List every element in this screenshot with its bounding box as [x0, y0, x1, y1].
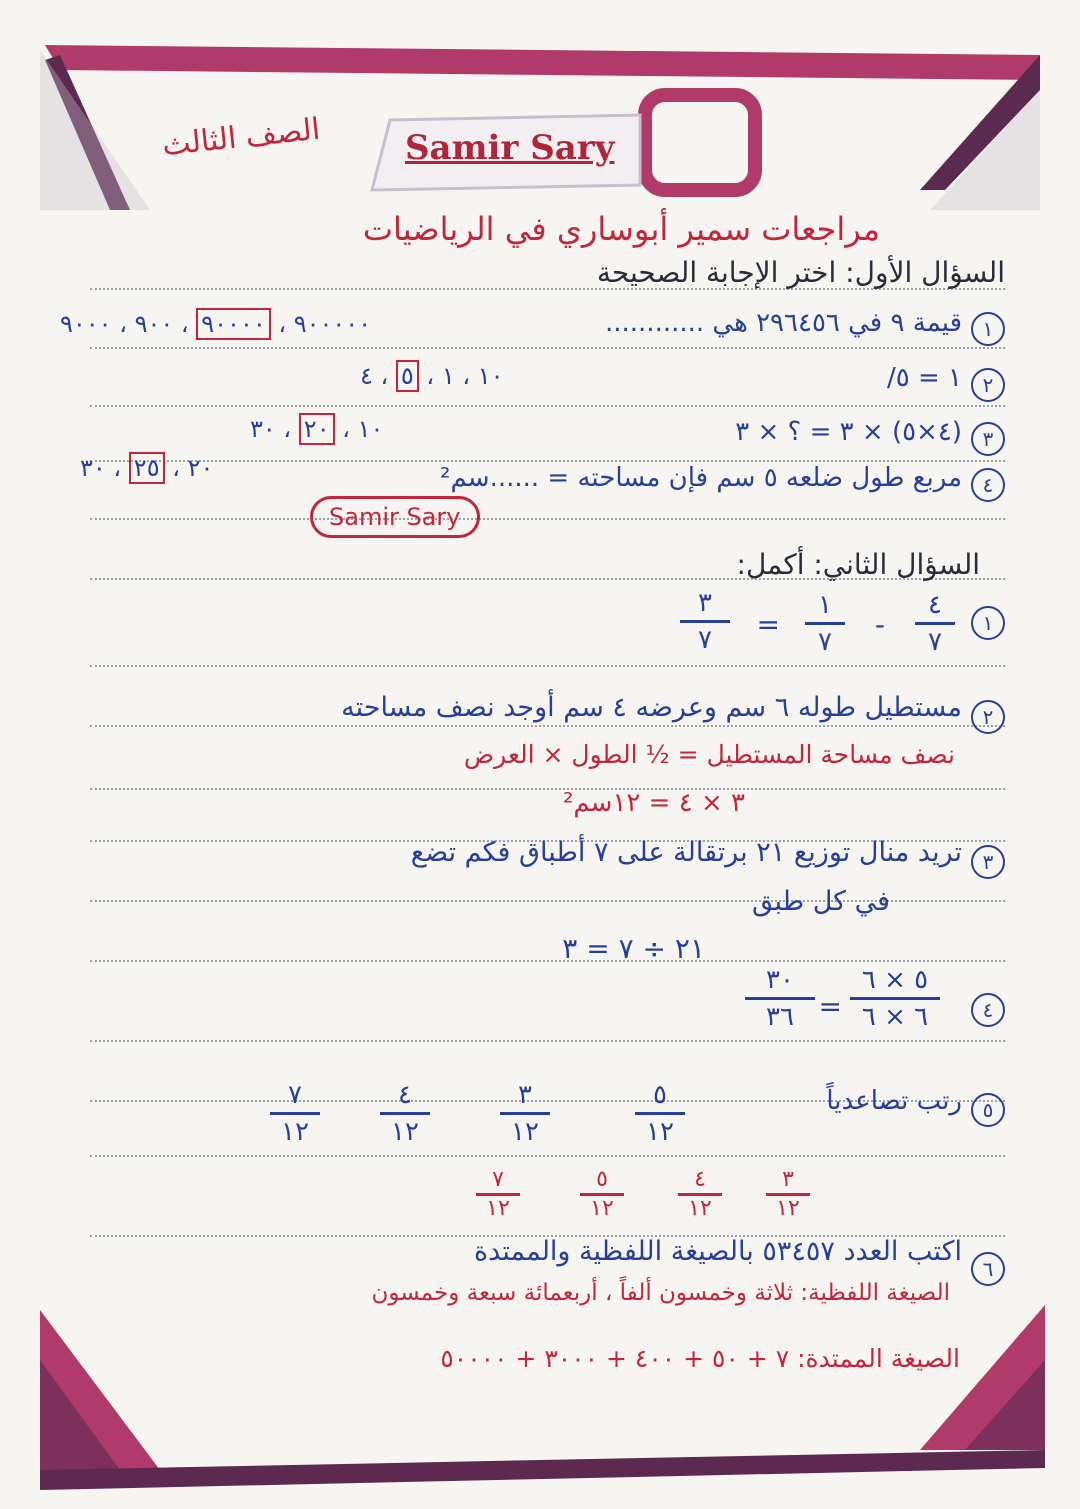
q2-item1-fraction-a — [915, 590, 955, 657]
q2-item1-r-num: ٣ — [698, 588, 712, 618]
q1-item3-number: ٣ — [971, 422, 1005, 456]
grade-label: الصف الثالث — [160, 111, 322, 164]
q1-item1-choices-before: ٩٠٠٠٠٠ ، — [270, 310, 372, 338]
q2-item4-r-den: ٣٦ — [766, 1002, 794, 1032]
brand-logo: Samir Sary — [405, 128, 615, 168]
q2-item1-a-num: ٤ — [928, 590, 942, 620]
q2-item5-f4-den: ١٢ — [281, 1117, 309, 1147]
q2-item5-answer-4 — [476, 1168, 520, 1221]
q2-item5-a3-den: ١٢ — [590, 1196, 614, 1221]
q2-item5-fraction-3 — [380, 1080, 430, 1147]
q2-item6-number: ٦ — [971, 1252, 1005, 1286]
q2-item3-question-cont: في كل طبق — [751, 886, 890, 917]
q2-item4-equals: = — [818, 990, 842, 1023]
q2-item4-a-den: ٦ × ٦ — [861, 1002, 929, 1032]
q2-item1-fraction-b — [805, 590, 845, 657]
q2-item4-fraction-a — [850, 965, 940, 1032]
page-title: مراجعات سمير أبوساري في الرياضيات — [362, 210, 880, 248]
q1-item4-choices-after: ، ٣٠ — [80, 454, 129, 482]
q2-item5-a2-den: ١٢ — [688, 1196, 712, 1221]
q1-item3-choices — [250, 413, 383, 445]
q1-item2-answer: ٥ — [396, 360, 419, 392]
q2-item2-question: مستطيل طوله ٦ سم وعرضه ٤ سم أوجد نصف مساحته — [341, 692, 962, 723]
q2-item5-a4-den: ١٢ — [486, 1196, 510, 1221]
header-banner — [0, 0, 1080, 230]
q2-item5-answer-2 — [678, 1168, 722, 1221]
q2-item1-minus: - — [874, 608, 885, 641]
q2-heading: السؤال الثاني: أكمل: — [736, 548, 980, 581]
q1-item2-text: ١ = ٥/ — [886, 363, 962, 393]
q2-item1-equals: = — [756, 608, 780, 641]
q2-item5-f1-num: ٥ — [653, 1080, 667, 1110]
q2-item1-result — [680, 588, 730, 655]
q2-item3-number: ٣ — [971, 845, 1005, 879]
q1-item2-choices — [360, 360, 504, 392]
q2-item5-fraction-4 — [270, 1080, 320, 1147]
q1-item3-choices-before: ١٠ ، — [334, 415, 384, 443]
q2-item5-f1-den: ١٢ — [646, 1117, 674, 1147]
q1-item3-text: (٤×٥) × ٣ = ؟ × ٣ — [735, 417, 962, 447]
q2-item5-a4-num: ٧ — [492, 1167, 504, 1192]
q2-item6-expanded: الصيغة الممتدة: ٧ + ٥٠ + ٤٠٠ + ٣٠٠٠ + ٥٠٠٠٠ — [440, 1344, 960, 1373]
q2-item5-a1-num: ٣ — [782, 1167, 794, 1192]
q1-heading: السؤال الأول: اختر الإجابة الصحيحة — [596, 256, 1005, 289]
q2-item4-r-num: ٣٠ — [766, 965, 794, 995]
q2-item5-fraction-2 — [500, 1080, 550, 1147]
q2-item4-a-num: ٥ × ٦ — [861, 965, 929, 995]
q2-item1-b-den: ٧ — [818, 627, 832, 657]
q1-item3-answer: ٢٠ — [299, 413, 335, 445]
q2-item5-f2-den: ١٢ — [511, 1117, 539, 1147]
q1-item2-number: ٢ — [971, 368, 1005, 402]
q2-item5-answer-3 — [580, 1168, 624, 1221]
q2-item1-number: ١ — [971, 606, 1005, 640]
q2-item4-result — [745, 965, 815, 1032]
q1-item4-answer: ٢٥ — [129, 452, 165, 484]
q1-item1-answer: ٩٠٠٠٠ — [196, 308, 270, 340]
q2-item5-f2-num: ٣ — [518, 1080, 532, 1110]
q1-item2-choices-after: ، ٤ — [360, 362, 396, 390]
q2-item5-f3-num: ٤ — [398, 1080, 412, 1110]
footer-banner — [0, 1300, 1080, 1509]
q2-item5-answer-1 — [766, 1168, 810, 1221]
q2-item5-number: ٥ — [971, 1093, 1005, 1127]
q1-item4-choices-before: ٢٠ ، — [164, 454, 214, 482]
q2-item2-number: ٢ — [971, 700, 1005, 734]
q2-item6-question: اكتب العدد ٥٣٤٥٧ بالصيغة اللفظية والممتدة — [474, 1236, 962, 1267]
q1-item2-choices-before: ١٠ ، ١ ، — [418, 362, 504, 390]
q2-item4-number: ٤ — [971, 993, 1005, 1027]
q2-item1-a-den: ٧ — [928, 627, 942, 657]
q2-item6-verbal: الصيغة اللفظية: ثلاثة وخمسون ألفاً ، أربعمائة سبعة وخمسون — [371, 1280, 950, 1306]
q2-item5-label: رتب تصاعدياً — [826, 1086, 962, 1116]
q2-item2-answer-line1: نصف مساحة المستطيل = ½ الطول × العرض — [463, 740, 955, 769]
q1-item3-choices-after: ، ٣٠ — [250, 415, 299, 443]
q2-item5-f3-den: ١٢ — [391, 1117, 419, 1147]
q1-item1-choices-after: ، ٩٠٠ ، ٩٠٠٠ — [60, 310, 197, 338]
q2-item2-answer-line2: ٣ × ٤ = ١٢سم² — [562, 788, 745, 818]
q2-item5-a2-num: ٤ — [694, 1167, 706, 1192]
q1-item4-number: ٤ — [971, 468, 1005, 502]
q2-item5-fraction-1 — [635, 1080, 685, 1147]
q1-item1-choices — [60, 308, 371, 340]
q2-item3-question: تريد منال توزيع ٢١ برتقالة على ٧ أطباق فكم تضع — [410, 837, 962, 868]
author-stamp: Samir Sary — [310, 496, 480, 538]
q2-item1-r-den: ٧ — [698, 625, 712, 655]
q1-item1-number: ١ — [971, 312, 1005, 346]
q1-item4-choices — [80, 452, 213, 484]
q2-item3-answer: ٢١ ÷ ٧ = ٣ — [562, 932, 705, 965]
q2-item5-f4-num: ٧ — [288, 1080, 302, 1110]
q2-item5-a3-num: ٥ — [596, 1167, 608, 1192]
q1-item4-text: مربع طول ضلعه ٥ سم فإن مساحته = ......سم² — [440, 463, 962, 493]
q2-item5-a1-den: ١٢ — [776, 1196, 800, 1221]
q1-item1-text: قيمة ٩ في ٢٩٦٤٥٦ هي ............ — [604, 308, 962, 338]
q2-item1-b-num: ١ — [818, 590, 832, 620]
